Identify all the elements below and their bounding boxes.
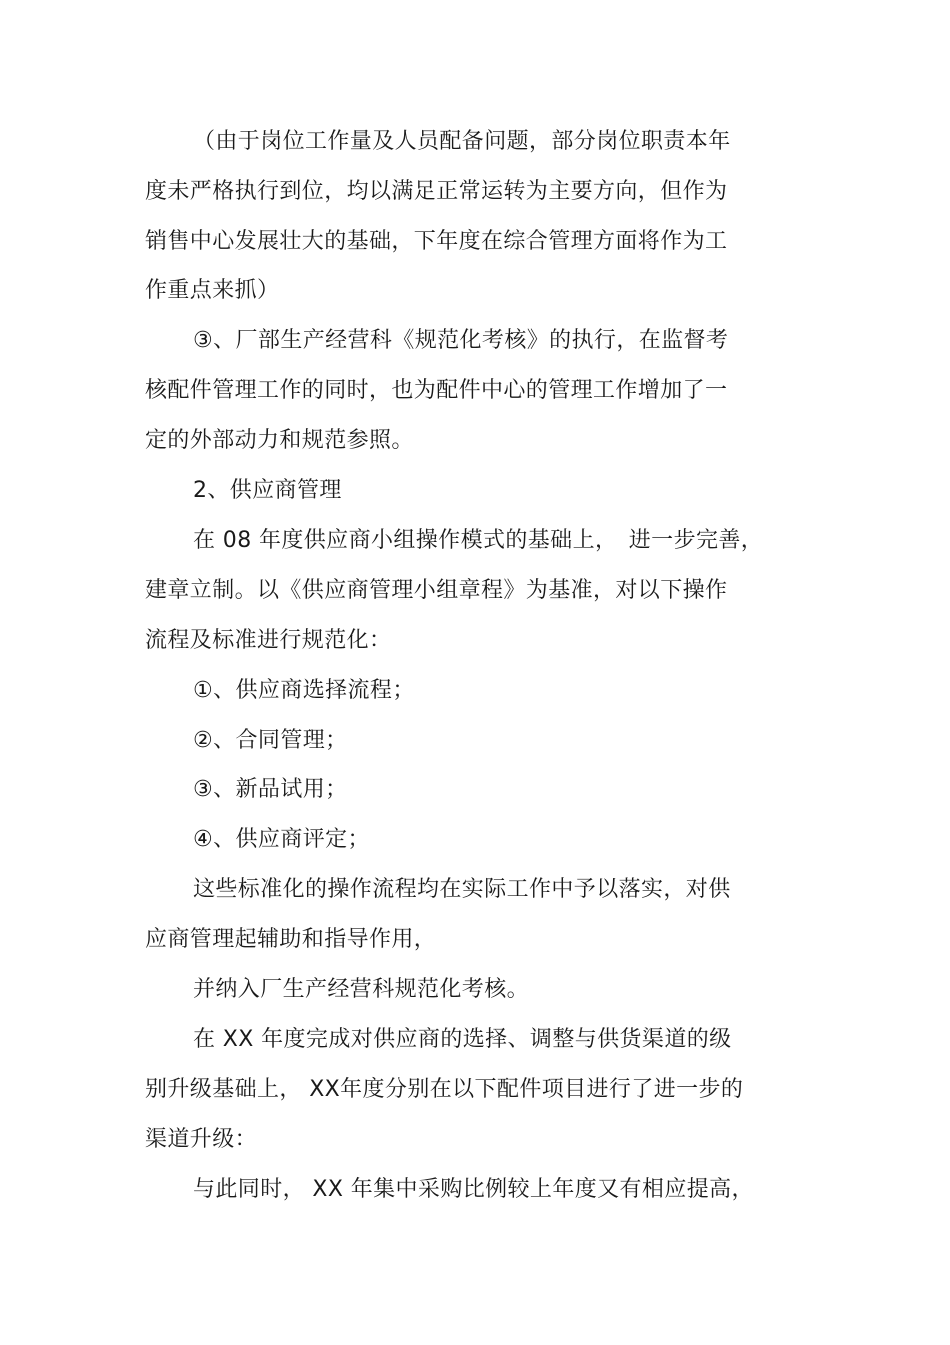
text-line-2: 度未严格执行到位，均以满足正常运转为主要方向，但作为	[145, 179, 728, 204]
list-item-1: ①、供应商选择流程；	[193, 678, 415, 703]
text-line-21: 渠道升级：	[145, 1127, 258, 1152]
text-line-16: 这些标准化的操作流程均在实际工作中予以落实，对供	[193, 877, 731, 902]
list-item-3: ③、新品试用；	[193, 777, 348, 802]
text-line-10: 建章立制。以《供应商管理小组章程》为基准，对以下操作	[145, 578, 728, 603]
text-line-9: 在 08 年度供应商小组操作模式的基础上， 进一步完善，	[193, 528, 764, 553]
text-line-22: 与此同时， XX 年集中采购比例较上年度又有相应提高，	[193, 1177, 754, 1202]
section-heading: 2、供应商管理	[193, 478, 342, 503]
text-line-3: 销售中心发展壮大的基础，下年度在综合管理方面将作为工	[145, 229, 728, 254]
text-line-19: 在 XX 年度完成对供应商的选择、调整与供货渠道的级	[193, 1027, 732, 1052]
text-line-18: 并纳入厂生产经营科规范化考核。	[193, 977, 530, 1002]
text-line-20: 别升级基础上， XX年度分别在以下配件项目进行了进一步的	[145, 1077, 744, 1102]
list-item-2: ②、合同管理；	[193, 728, 348, 753]
text-line-4: 作重点来抓）	[145, 278, 280, 303]
text-line-17: 应商管理起辅助和指导作用，	[145, 927, 437, 952]
list-item-4: ④、供应商评定；	[193, 827, 370, 852]
text-line-7: 定的外部动力和规范参照。	[145, 428, 414, 453]
text-line-5: ③、厂部生产经营科《规范化考核》的执行，在监督考	[193, 328, 729, 353]
text-line-6: 核配件管理工作的同时，也为配件中心的管理工作增加了一	[145, 378, 728, 403]
text-line-1: （由于岗位工作量及人员配备问题，部分岗位职责本年	[193, 129, 731, 154]
text-line-11: 流程及标准进行规范化：	[145, 628, 392, 653]
